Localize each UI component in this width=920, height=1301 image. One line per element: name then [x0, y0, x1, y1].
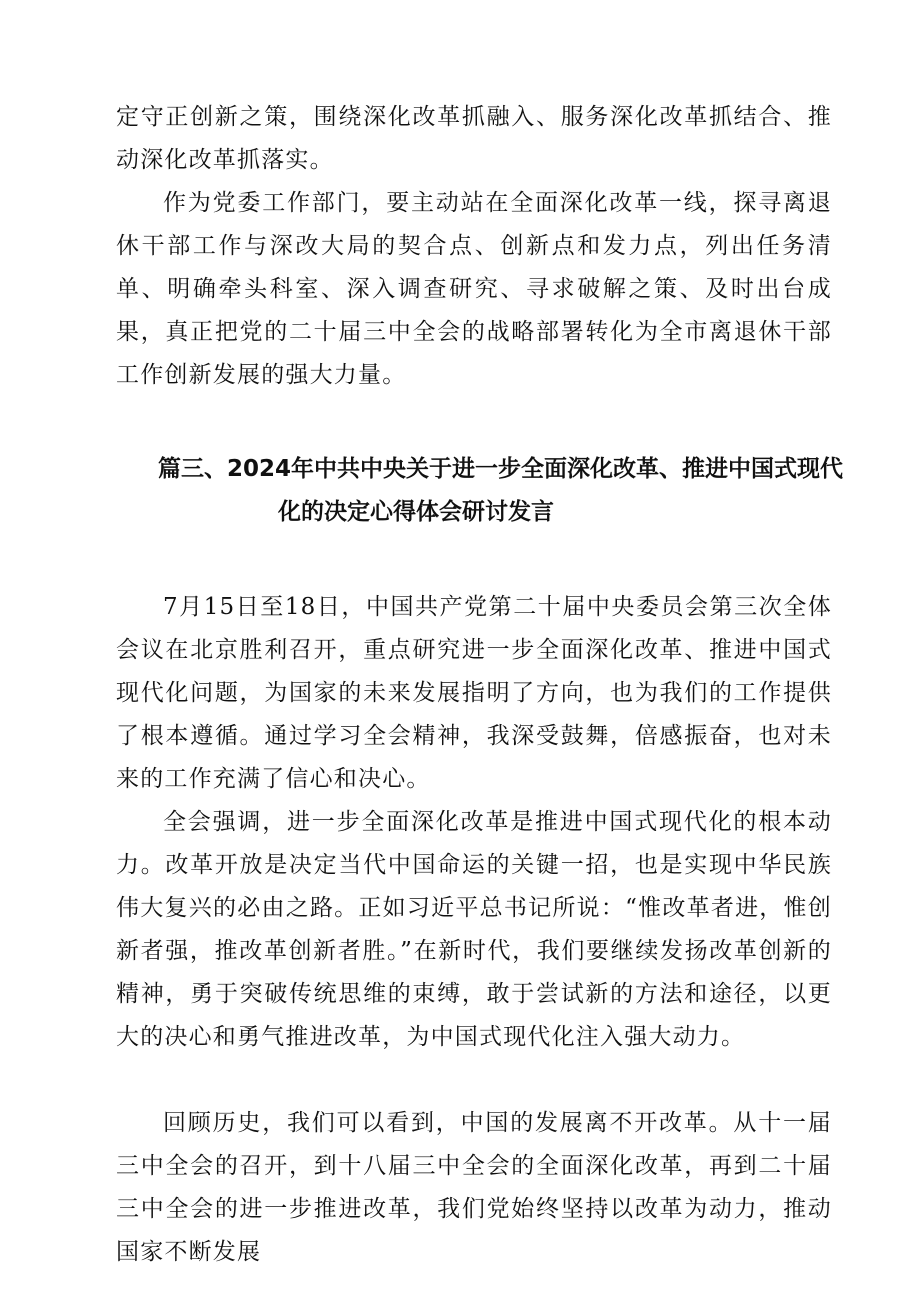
- section-heading-line-2: 化的决定心得体会研讨发言: [278, 499, 554, 525]
- paragraph-plenary-session: 7月15日至18日，中国共产党第二十届中央委员会第三次全体会议在北京胜利召开，重点研究进一步全面深化改革、推进中国式现代化问题，为国家的未来发展指明了方向，也为我们的工作提供了根本遵循。通过学习全会精神，我深受鼓舞，倍感振奋，也对未来的工作充满了信心和决心。: [116, 594, 832, 792]
- paragraph-continued: 定守正创新之策，围绕深化改革抓融入、服务深化改革抓结合、推动深化改革抓落实。: [116, 104, 832, 173]
- paragraph-reform-driving-force: 全会强调，进一步全面深化改革是推进中国式现代化的根本动力。改革开放是决定当代中国命运的关键一招，也是实现中华民族伟大复兴的必由之路。正如习近平总书记所说：“惟改革者进，惟创新者强，推改革创新者胜。”在新时代，我们要继续发扬改革创新的精神，勇于突破传统思维的束缚，敢于尝试新的方法和途径，以更大的决心和勇气推进改革，为中国式现代化注入强大动力。: [116, 809, 832, 1050]
- section-heading: [150, 448, 850, 534]
- section-heading-line-1: 篇三、2024年中共中央关于进一步全面深化改革、推进中国式现代: [158, 456, 844, 482]
- paragraph-review-history: 回顾历史，我们可以看到，中国的发展离不开改革。从十一届三中全会的召开，到十八届三中全会的全面深化改革，再到二十届三中全会的进一步推进改革，我们党始终坚持以改革为动力，推动国家不断发展: [116, 1110, 832, 1265]
- paragraph-party-committee: 作为党委工作部门，要主动站在全面深化改革一线，探寻离退休干部工作与深改大局的契合点、创新点和发力点，列出任务清单、明确牵头科室、深入调查研究、寻求破解之策、及时出台成果，真正把党的二十届三中全会的战略部署转化为全市离退休干部工作创新发展的强大力量。: [116, 190, 832, 388]
